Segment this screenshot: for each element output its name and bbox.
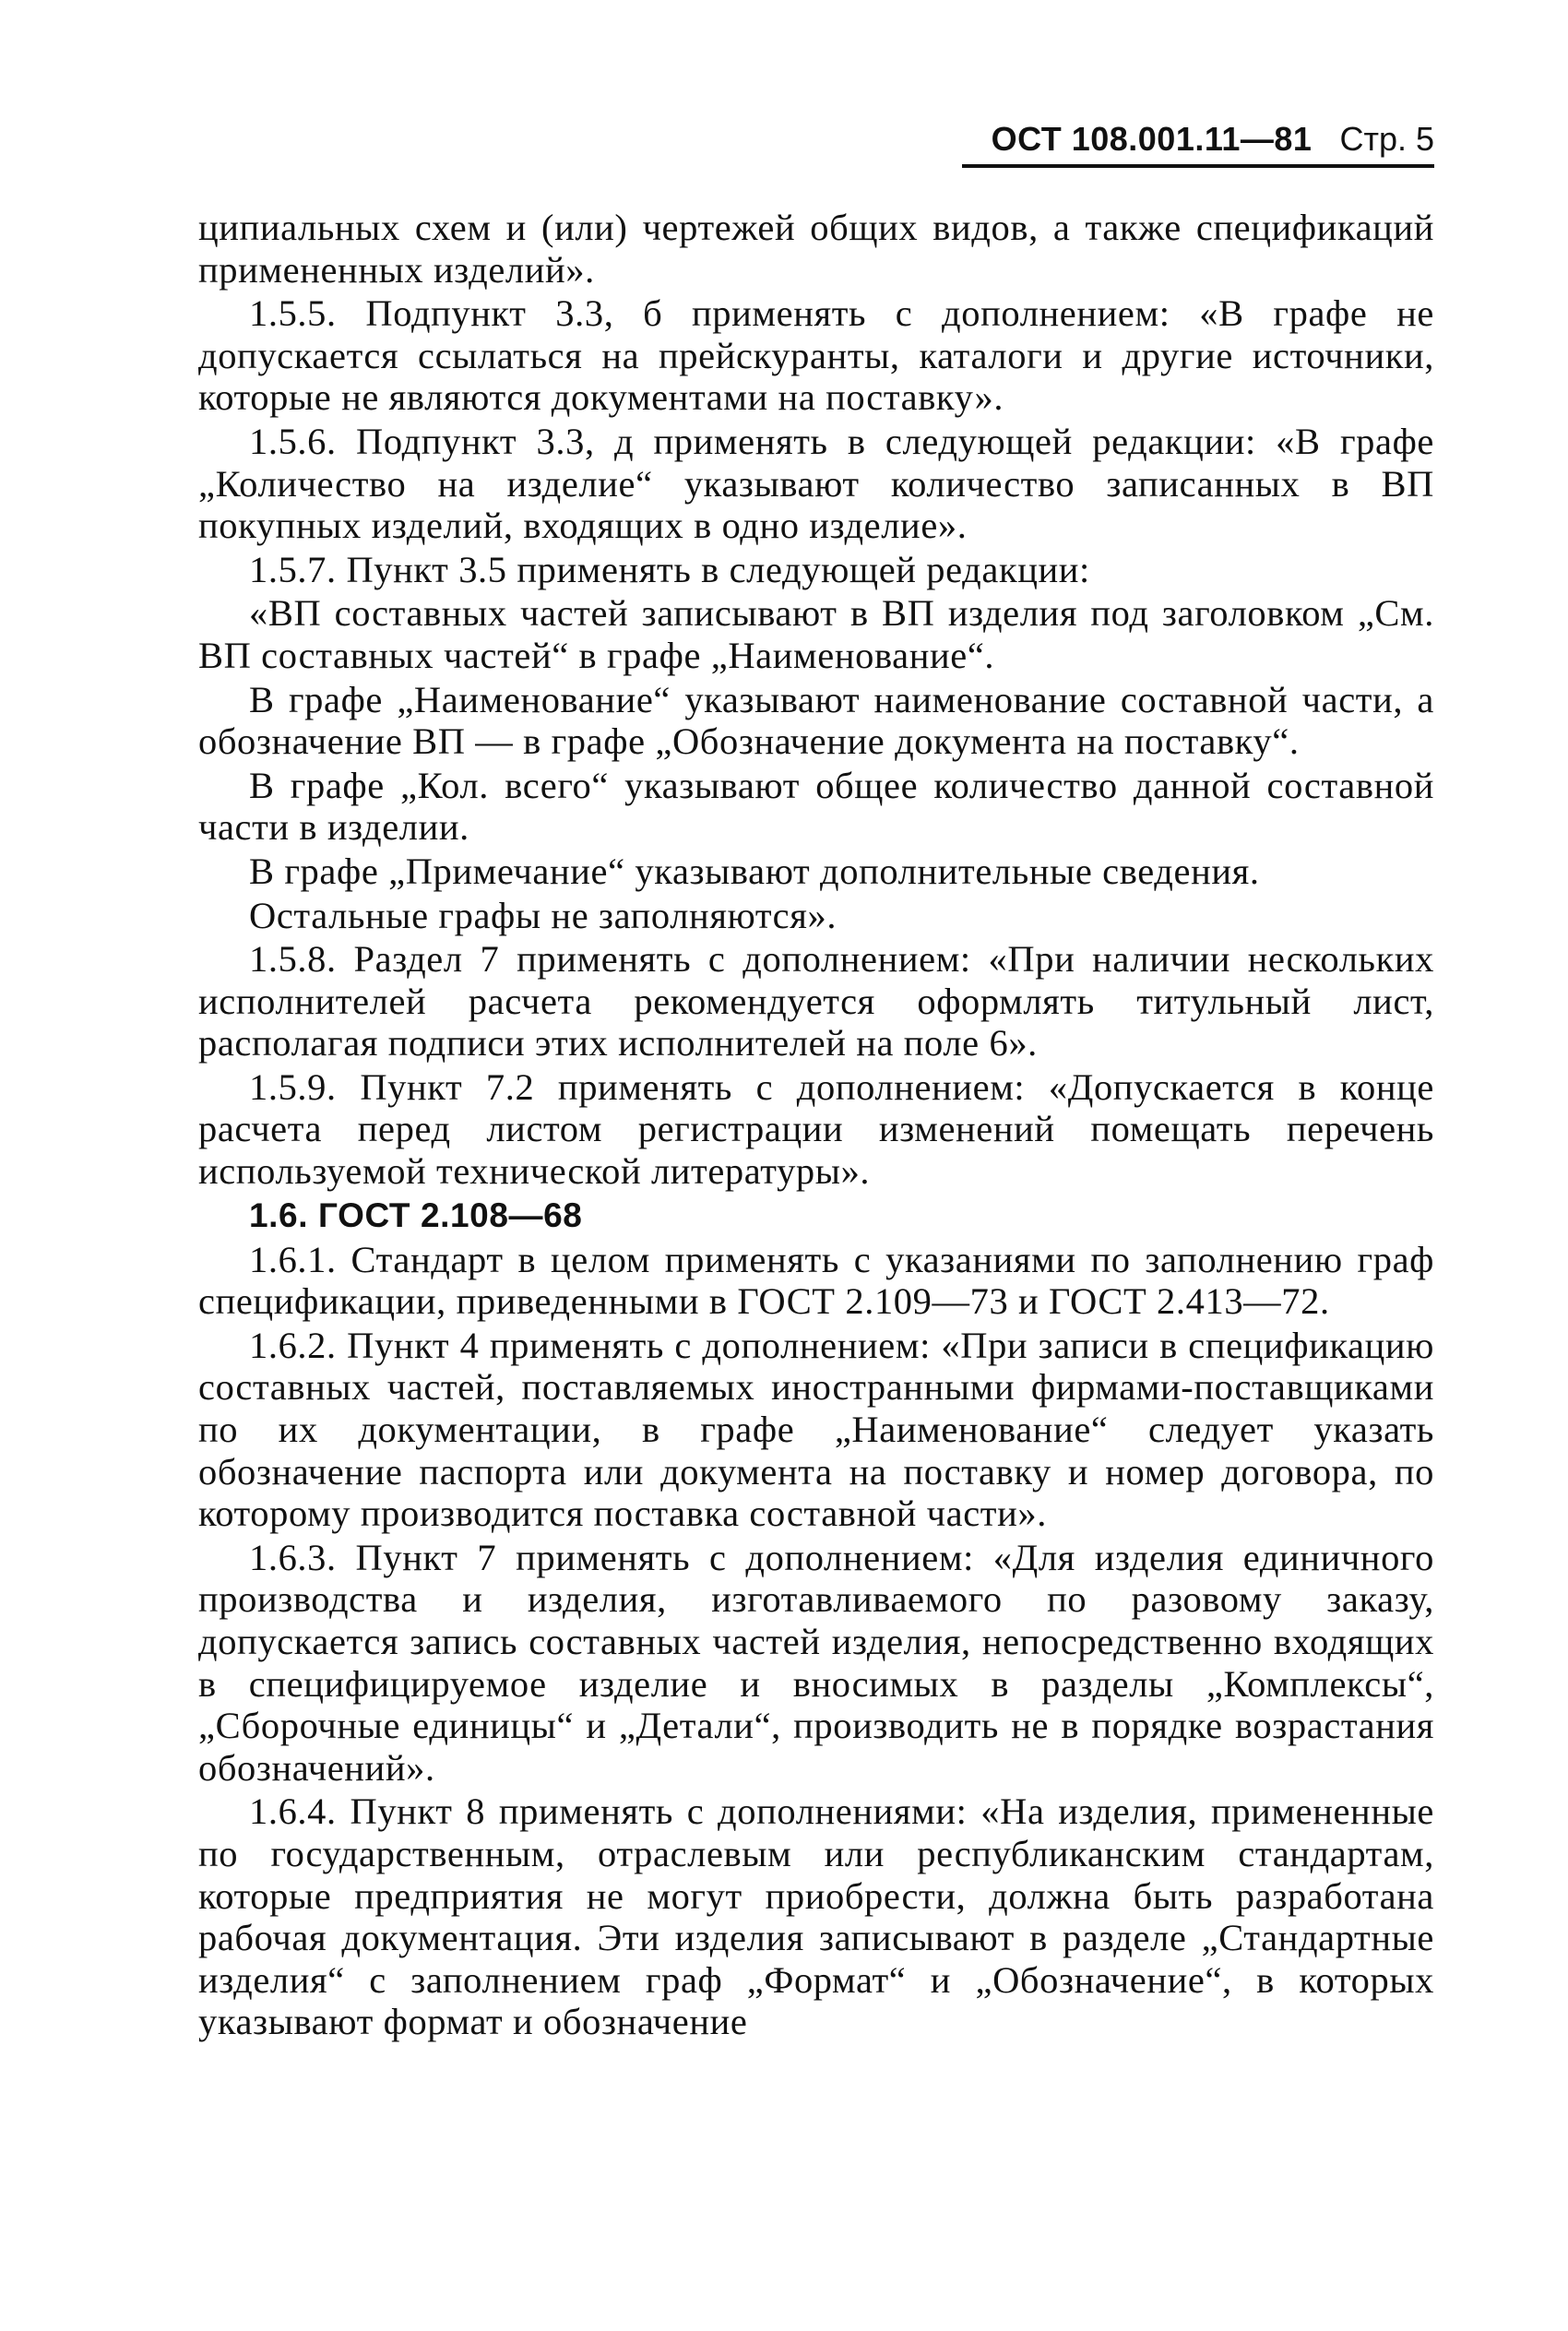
clause-1-6-2: 1.6.2. Пункт 4 применять с дополнением: «При записи в спецификацию составных частей, поставляемых иностранными фирмами-поставщиками по их документации, в графе „Наименование“ следует указать обозначение паспорта или документа на поставку и номер договора, по которому производится поставка составной части». xyxy=(198,1324,1434,1535)
clause-1-5-7-text-2: В графе „Наименование“ указывают наименование составной части, а обозначение ВП — в графе „Обозначение документа на поставку“. xyxy=(198,678,1434,763)
clause-1-5-6: 1.5.6. Подпункт 3.3, д применять в следующей редакции: «В графе „Количество на изделие“ указывают количество записанных в ВП покупных изделий, входящих в одно изделие». xyxy=(198,420,1434,547)
document-page xyxy=(198,120,1434,2045)
document-body xyxy=(198,207,1434,2043)
clause-1-5-5: 1.5.5. Подпункт 3.3, б применять с дополнением: «В графе не допускается ссылаться на прейскуранты, каталоги и другие источники, которые не являются документами на поставку». xyxy=(198,292,1434,419)
clause-1-6-4: 1.6.4. Пункт 8 применять с дополнениями: «На изделия, примененные по государственным, отраслевым или республиканским стандартам, которые предприятия не могут приобрести, должна быть разработана рабочая документация. Эти изделия записывают в разделе „Стандартные изделия“ с заполнением граф „Формат“ и „Обозначение“, в которых указывают формат и обозначение xyxy=(198,1790,1434,2043)
clause-1-5-7-text-1: «ВП составных частей записывают в ВП изделия под заголовком „См. ВП составных частей“ в графе „Наименование“. xyxy=(198,592,1434,676)
clause-1-6-1: 1.6.1. Стандарт в целом применять с указаниями по заполнению граф спецификации, приведенными в ГОСТ 2.109—73 и ГОСТ 2.413—72. xyxy=(198,1238,1434,1323)
clause-1-5-7-text-3: В графе „Кол. всего“ указывают общее количество данной составной части в изделии. xyxy=(198,764,1434,849)
clause-1-5-8: 1.5.8. Раздел 7 применять с дополнением: «При наличии нескольких исполнителей расчета рекомендуется оформлять титульный лист, располагая подписи этих исполнителей на поле 6». xyxy=(198,938,1434,1064)
clause-1-5-9: 1.5.9. Пункт 7.2 применять с дополнением: «Допускается в конце расчета перед листом регистрации изменений помещать перечень используемой технической литературы». xyxy=(198,1065,1434,1193)
page-number: Стр. 5 xyxy=(1339,120,1434,158)
clause-1-5-7: 1.5.7. Пункт 3.5 применять в следующей редакции: xyxy=(249,548,1090,590)
clause-1-6-3: 1.6.3. Пункт 7 применять с дополнением: «Для изделия единичного производства и изделия, изготавливаемого по разовому заказу, допускается запись составных частей изделия, непосредственно входящих в специфицируемое изделие и вносимых в разделы „Комплексы“, „Сборочные единицы“ и „Детали“, производить не в порядке возрастания обозначений». xyxy=(198,1536,1434,1789)
section-heading-1-6: 1.6. ГОСТ 2.108—68 xyxy=(249,1195,583,1234)
document-code: ОСТ 108.001.11—81 xyxy=(991,120,1313,158)
clause-1-5-7-text-5: Остальные графы не заполняются». xyxy=(249,894,837,936)
clause-1-5-7-text-4: В графе „Примечание“ указывают дополнительные сведения. xyxy=(249,850,1260,892)
paragraph-continuation: ципиальных схем и (или) чертежей общих видов, а также спецификаций примененных изделий». xyxy=(198,207,1434,291)
running-header xyxy=(962,120,1434,168)
